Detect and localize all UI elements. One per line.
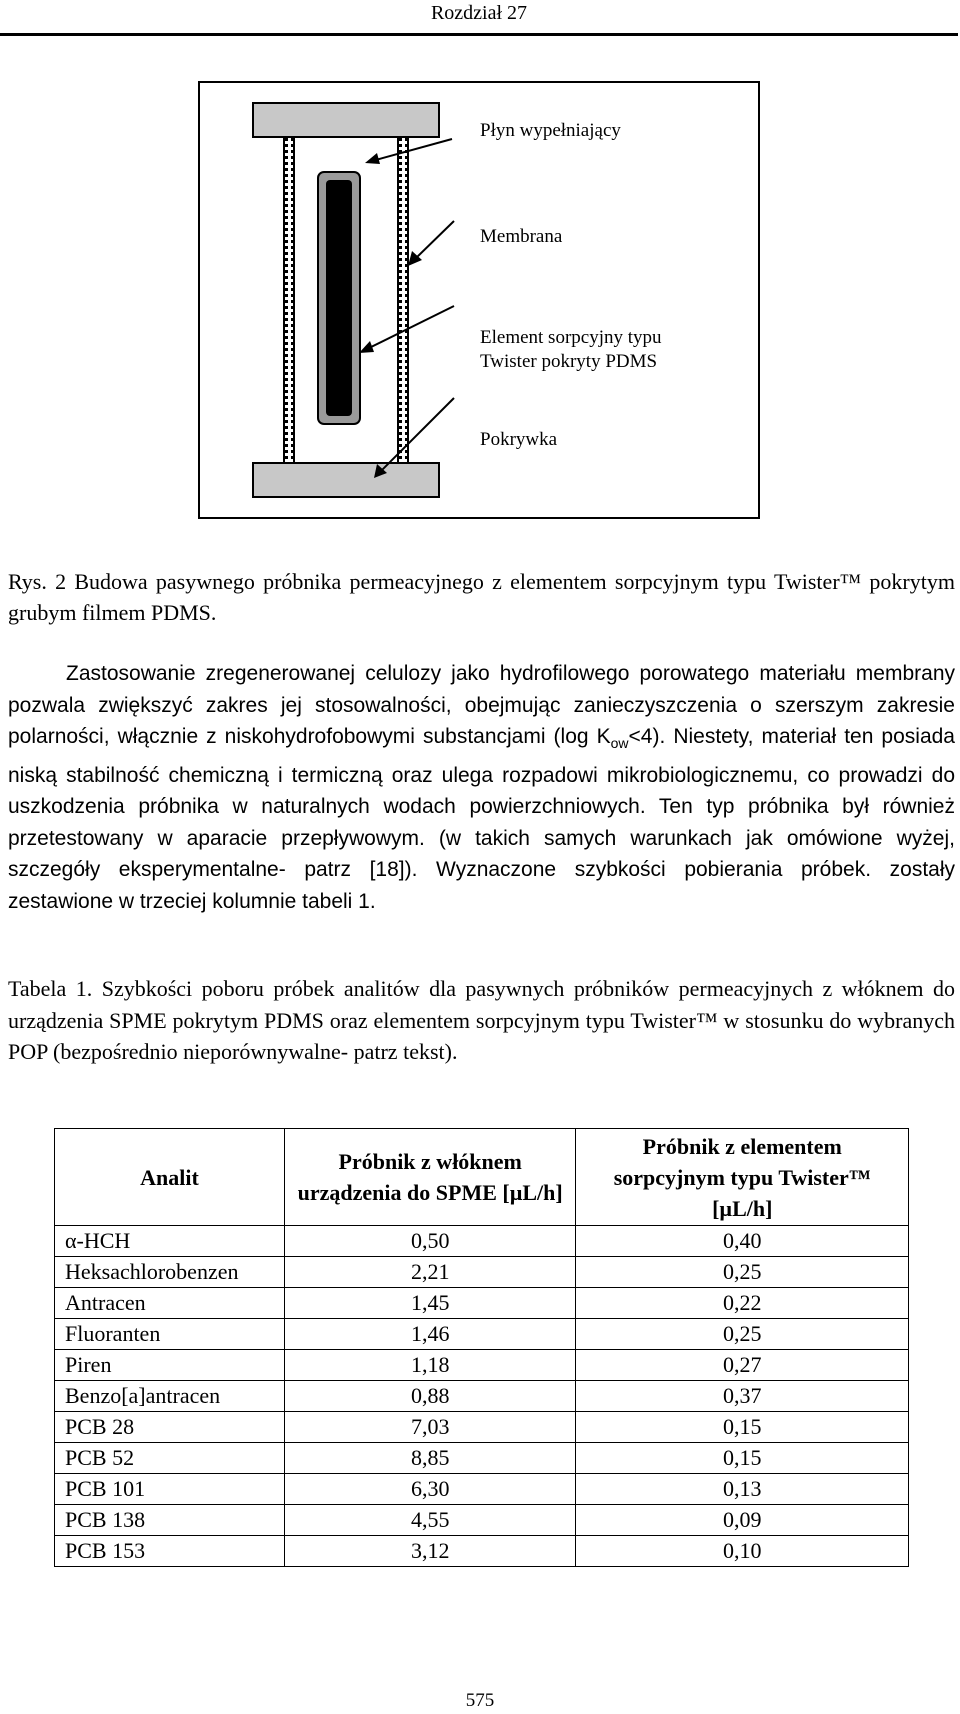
kow-subscript: ow [610, 735, 629, 752]
table-row [55, 1319, 909, 1350]
spme-rate-cell: 1,18 [284, 1350, 576, 1381]
pointer-element [367, 306, 454, 349]
pointer-membrane [415, 221, 454, 259]
figure-caption: Rys. 2 Budowa pasywnego próbnika permeacyjnego z elementem sorpcyjnym typu Twister™ pokrytym grubym filmem PDMS. [8, 569, 955, 625]
twister-rate-cell: 0,37 [576, 1381, 909, 1412]
label-element-line1: Element sorpcyjny typu [480, 327, 662, 348]
twister-rate-cell: 0,40 [576, 1226, 909, 1257]
twister-rate-cell: 0,25 [576, 1319, 909, 1350]
table-row [55, 1443, 909, 1474]
analyte-cell: Heksachlorobenzen [55, 1257, 285, 1288]
analyte-cell: PCB 138 [55, 1505, 285, 1536]
spme-rate-cell: 1,46 [284, 1319, 576, 1350]
twister-rate-cell: 0,27 [576, 1350, 909, 1381]
pointer-fluid [372, 139, 452, 161]
body-text-part2: <4). Niestety, materiał ten posiada niską stabilność chemiczną i termiczną oraz ulega rozpadowi mikrobiologicznemu, co prowadzi do uszkodzenia próbnika w naturalnych wodach powierzchniowych. Ten typ próbnika był również przetestowany w aparacie przepływowym. (w takich samych warunkach jak omówione wyżej, szczegóły eksperymentalne- patrz [18]). Wyznaczone szybkości pobierania próbek. zostały zestawione w trzeciej kolumnie tabeli 1. [8, 725, 955, 913]
label-element-line2: Twister pokryty PDMS [480, 351, 658, 372]
analyte-cell: Fluoranten [55, 1319, 285, 1350]
bottom-cap [253, 463, 439, 497]
twister-rate-cell: 0,13 [576, 1474, 909, 1505]
arrowhead-fluid [365, 153, 380, 164]
top-cap [253, 103, 439, 137]
twister-rate-cell: 0,15 [576, 1443, 909, 1474]
body-text-part1: Zastosowanie zregenerowanej celulozy jako hydrofilowego porowatego materiału membrany pozwala zwiększyć zakres jej stosowalności, obejmując zanieczyszczenia o szerszym zakresie polarności, włącznie z niskohydrofobowymi substancjami (log K [8, 662, 955, 748]
membrane-left [284, 137, 294, 463]
sampler-diagram [200, 83, 758, 517]
table-row [55, 1505, 909, 1536]
twister-element-inner [326, 180, 352, 416]
analyte-cell: α-HCH [55, 1226, 285, 1257]
analyte-cell: Antracen [55, 1288, 285, 1319]
chapter-title: Rozdział 27 [430, 2, 528, 24]
analyte-cell: PCB 101 [55, 1474, 285, 1505]
spme-rate-cell: 8,85 [284, 1443, 576, 1474]
twister-rate-cell: 0,22 [576, 1288, 909, 1319]
figure-frame [198, 81, 760, 519]
table-row [55, 1350, 909, 1381]
label-membrane: Membrana [480, 226, 563, 247]
twister-rate-cell: 0,09 [576, 1505, 909, 1536]
table-row [55, 1288, 909, 1319]
spme-rate-cell: 2,21 [284, 1257, 576, 1288]
sampling-rate-table [54, 1128, 909, 1567]
col-header-twister: Próbnik z elementem sorpcyjnym typu Twister™ [µL/h] [576, 1129, 909, 1226]
page-number: 575 [465, 1690, 495, 1711]
twister-rate-cell: 0,15 [576, 1412, 909, 1443]
label-fluid: Płyn wypełniający [480, 120, 621, 141]
table-header-row [55, 1129, 909, 1226]
table-row [55, 1412, 909, 1443]
table-row [55, 1257, 909, 1288]
arrowhead-element [359, 341, 374, 353]
analyte-cell: PCB 28 [55, 1412, 285, 1443]
spme-rate-cell: 0,88 [284, 1381, 576, 1412]
twister-rate-cell: 0,10 [576, 1536, 909, 1567]
spme-rate-cell: 3,12 [284, 1536, 576, 1567]
col-header-analyte: Analit [55, 1129, 285, 1226]
spme-rate-cell: 1,45 [284, 1288, 576, 1319]
spme-rate-cell: 0,50 [284, 1226, 576, 1257]
pointer-cap [380, 398, 454, 472]
table-row [55, 1226, 909, 1257]
membrane-right [398, 137, 408, 463]
spme-rate-cell: 6,30 [284, 1474, 576, 1505]
spme-rate-cell: 7,03 [284, 1412, 576, 1443]
analyte-cell: PCB 52 [55, 1443, 285, 1474]
page-header [0, 0, 958, 36]
table-row [55, 1474, 909, 1505]
twister-rate-cell: 0,25 [576, 1257, 909, 1288]
analyte-cell: PCB 153 [55, 1536, 285, 1567]
col-header-spme: Próbnik z włóknem urządzenia do SPME [µL/h] [284, 1129, 576, 1226]
spme-rate-cell: 4,55 [284, 1505, 576, 1536]
label-cap: Pokrywka [480, 429, 558, 450]
analyte-cell: Benzo[a]antracen [55, 1381, 285, 1412]
table-row [55, 1536, 909, 1567]
table-caption: Tabela 1. Szybkości poboru próbek analitów dla pasywnych próbników permeacyjnych z włóknem do urządzenia SPME pokrytym PDMS oraz elementem sorpcyjnym typu Twister™ w stosunku do wybranych POP (bezpośrednio nieporównywalne- patrz tekst). [8, 976, 955, 1064]
analyte-cell: Piren [55, 1350, 285, 1381]
body-paragraph [8, 658, 955, 917]
table-row [55, 1381, 909, 1412]
